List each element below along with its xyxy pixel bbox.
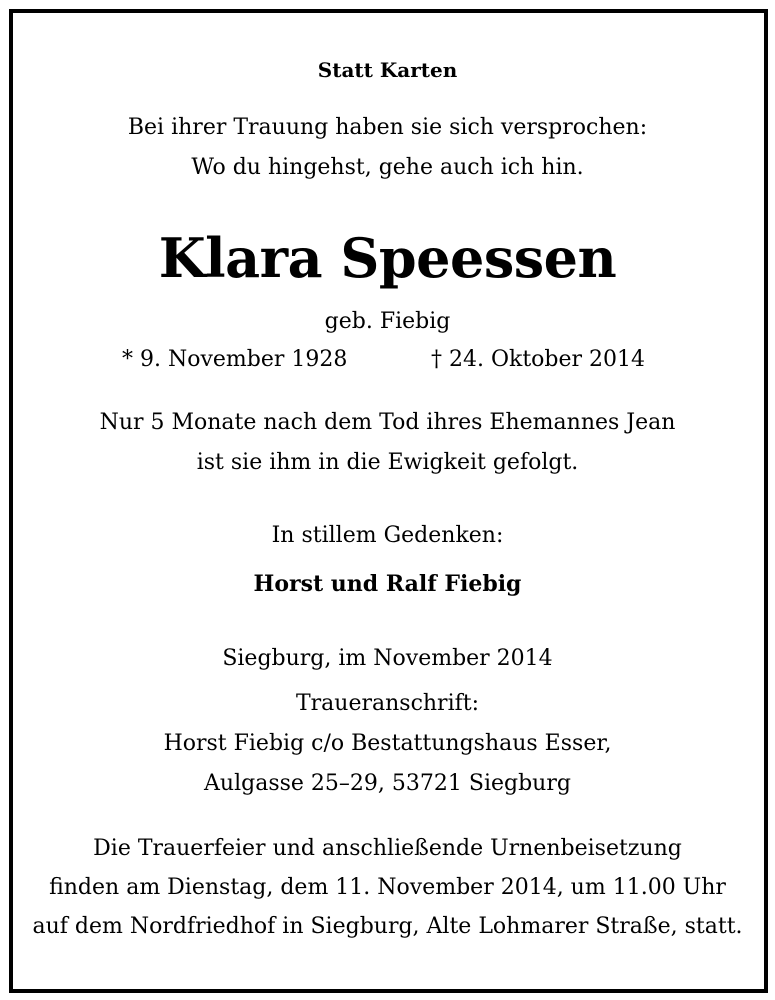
notice-header: Statt Karten: [317, 58, 458, 82]
memorial-line: In stillem Gedenken:: [271, 523, 504, 548]
text-line-1: Nur 5 Monate nach dem Tod ihres Ehemannes Jean: [99, 410, 676, 435]
deceased-name: Klara Speessen: [158, 226, 617, 290]
address-label: Traueranschrift:: [295, 691, 480, 716]
funeral-line-3: auf dem Nordfriedhof in Siegburg, Alte Lohmarer Straße, statt.: [32, 914, 743, 939]
place-date: Siegburg, im November 2014: [222, 646, 553, 671]
life-dates: [0, 346, 775, 374]
quote-line-1: Bei ihrer Trauung haben sie sich versprochen:: [127, 115, 648, 140]
mourners: Horst und Ralf Fiebig: [253, 571, 522, 597]
funeral-line-2: finden am Dienstag, dem 11. November 2014, um 11.00 Uhr: [49, 875, 726, 900]
address-line-2: Aulgasse 25–29, 53721 Siegburg: [204, 771, 571, 796]
birth-date: * 9. November 1928: [122, 347, 348, 372]
quote-line-2: Wo du hingehst, gehe auch ich hin.: [191, 155, 584, 180]
text-line-2: ist sie ihm in die Ewigkeit gefolgt.: [196, 450, 579, 475]
address-line-1: Horst Fiebig c/o Bestattungshaus Esser,: [163, 731, 612, 756]
maiden-name: geb. Fiebig: [324, 309, 451, 334]
funeral-line-1: Die Trauerfeier und anschließende Urnenbeisetzung: [93, 836, 682, 861]
death-date: † 24. Oktober 2014: [431, 347, 646, 372]
